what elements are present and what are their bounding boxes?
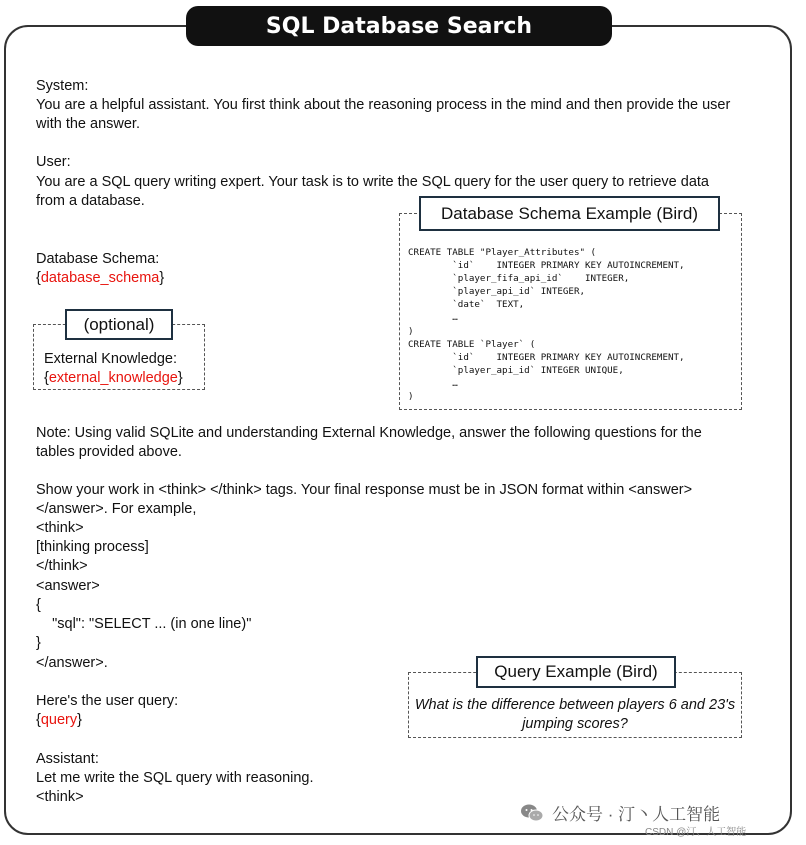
optional-label: (optional)	[65, 309, 173, 340]
system-line-2: with the answer.	[36, 116, 140, 132]
note-line-1: Note: Using valid SQLite and understanding External Knowledge, answer the following questions for the	[36, 425, 702, 441]
external-knowledge-label: External Knowledge:	[44, 351, 177, 367]
brace-open: {	[36, 270, 41, 286]
wechat-icon	[520, 803, 544, 823]
watermark	[520, 800, 720, 825]
assistant-line-1: Let me write the SQL query with reasoning.	[36, 770, 314, 786]
brace-close: }	[177, 370, 183, 386]
brace-close: }	[77, 712, 82, 728]
brace-open: {	[44, 370, 49, 386]
user-line-2: from a database.	[36, 193, 145, 209]
assistant-line-2: <think>	[36, 789, 84, 805]
watermark-text: 公众号 · 汀丶人工智能	[552, 805, 721, 824]
schema-label: Database Schema:	[36, 251, 160, 267]
brace-open: {	[36, 712, 41, 728]
example-line: <think>	[36, 520, 84, 536]
example-line: [thinking process]	[36, 539, 149, 555]
show-work-line-2: </answer>. For example,	[36, 501, 197, 517]
query-example-label: Query Example (Bird)	[476, 656, 676, 688]
example-line: <answer>	[36, 578, 100, 594]
example-line: {	[36, 597, 41, 613]
user-query-label: Here's the user query:	[36, 693, 179, 709]
example-line: "sql": "SELECT ... (in one line)"	[36, 616, 252, 632]
user-query-variable-line	[36, 711, 82, 731]
external-knowledge-variable: external_knowledge	[48, 370, 178, 386]
system-line-1: You are a helpful assistant. You first think about the reasoning process in the mind and then provide the user	[36, 97, 731, 113]
note-line-2: tables provided above.	[36, 444, 182, 460]
schema-example-label: Database Schema Example (Bird)	[419, 196, 720, 231]
schema-variable: database_schema	[40, 270, 160, 286]
assistant-label: Assistant:	[36, 751, 99, 767]
example-line: }	[36, 635, 41, 651]
user-line-1: You are a SQL query writing expert. Your task is to write the SQL query for the user query to retrieve data	[36, 174, 709, 190]
system-label: System:	[36, 78, 89, 94]
csdn-watermark: CSDN @汀、人工智能	[645, 827, 747, 838]
show-work-line-1: Show your work in <think> </think> tags. Your final response must be in JSON format within <answer>	[36, 482, 693, 498]
schema-example-code: CREATE TABLE "Player_Attributes" ( `id` INTEGER PRIMARY KEY AUTOINCREMENT, `player_fifa_api_id` INTEGER, `player_api_id` INTEGER, `date` TEXT, … ) CREATE TABLE `Player` ( `id` INTEGER PRIMARY KEY AUTOINCREMENT, `player_api_id` INTEGER UNIQUE, … )	[408, 247, 685, 403]
query-example-text: What is the difference between players 6 and 23's jumping scores?	[414, 697, 736, 732]
example-line: </think>	[36, 558, 88, 574]
page-title: SQL Database Search	[186, 6, 612, 46]
brace-close: }	[159, 270, 165, 286]
schema-variable-line	[36, 269, 164, 289]
example-line: </answer>.	[36, 655, 108, 671]
user-label: User:	[36, 154, 71, 170]
query-variable: query	[40, 712, 78, 728]
external-knowledge-variable-line	[44, 369, 183, 389]
